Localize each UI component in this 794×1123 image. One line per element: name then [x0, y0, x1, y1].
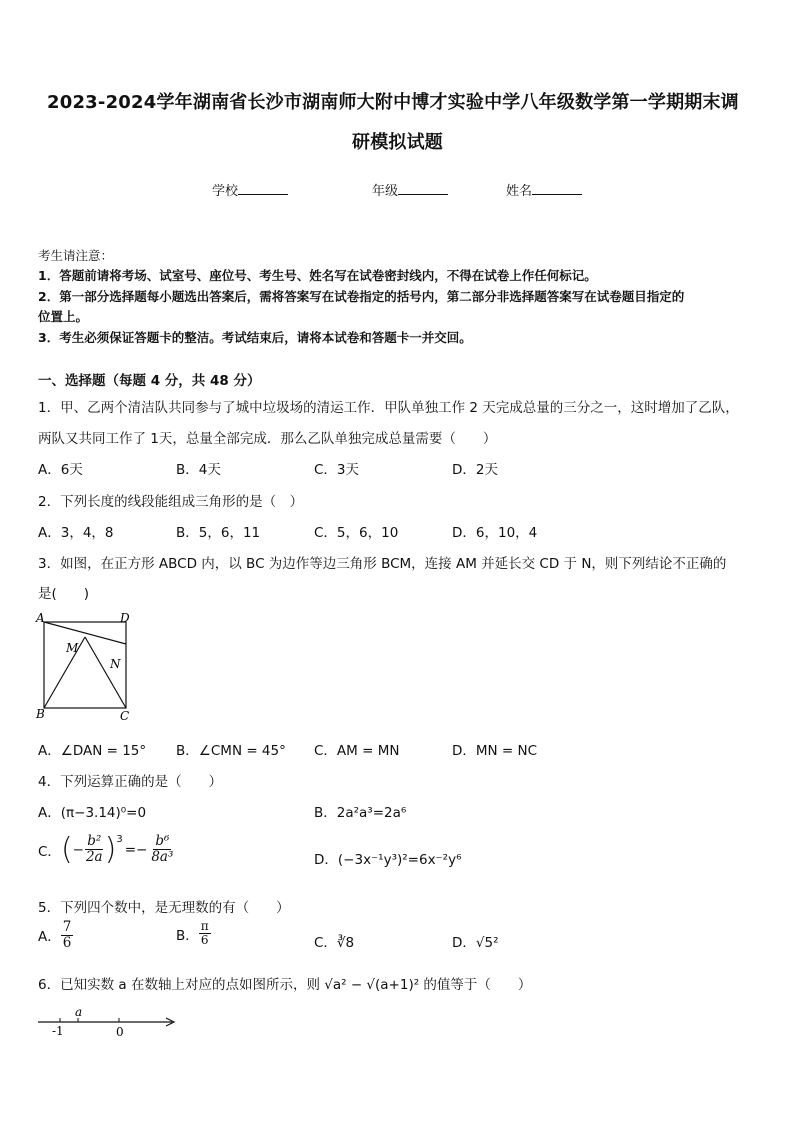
q3-stem-line2: 是( ) [38, 586, 90, 602]
segment-bm [44, 637, 85, 708]
q4-c-fraction [84, 834, 105, 865]
notes-item-3: 3．考生必须保证答题卡的整洁。考试结束后，请将本试卷和答题卡一并交回。 [38, 330, 472, 345]
label-c: C [120, 709, 130, 723]
q4-option-c-prefix: C． [38, 843, 61, 860]
q5-a-num: 7 [62, 919, 72, 935]
q1-option-d[interactable]: D．2天 [452, 462, 498, 478]
q3-option-c[interactable]: C．AM = MN [314, 743, 400, 759]
notes-item-2b: 位置上。 [38, 309, 89, 324]
q4-c-rhs-fraction [149, 834, 175, 865]
q4-option-d[interactable]: D．(−3x⁻¹y³)²=6x⁻²y⁶ [314, 852, 462, 868]
q5-option-a-prefix: A． [38, 929, 61, 946]
notes-heading: 考生请注意： [38, 248, 114, 263]
q5-option-d[interactable]: D．√5² [452, 935, 499, 951]
q6-number-line [34, 1004, 184, 1040]
name-label: 姓名 [506, 184, 533, 199]
q1-stem-line2: 两队又共同工作了 1天，总量全部完成．那么乙队单独完成总量需要（ ） [38, 431, 497, 447]
equals-minus: =− [124, 841, 148, 858]
grade-blank[interactable] [398, 182, 448, 195]
q5-option-b[interactable] [176, 920, 211, 947]
right-paren: ) [104, 832, 117, 867]
q3-square-figure [34, 610, 144, 725]
notes-item-2a: 2．第一部分选择题每小题选出答案后，需将答案写在试卷指定的括号内，第二部分非选择题答案写在试卷题目指定的 [38, 289, 685, 304]
q4-c-den: 2a [85, 849, 103, 865]
q4-option-c[interactable] [38, 832, 175, 867]
q5-option-c[interactable]: C．∛8 [314, 935, 355, 951]
q1-option-a[interactable]: A．6天 [38, 462, 83, 478]
q3-option-a[interactable]: A．∠DAN = 15° [38, 743, 147, 759]
q6-stem: 6．已知实数 a 在数轴上对应的点如图所示，则 √a² − √(a+1)² 的值等于（ ） [38, 977, 532, 993]
q2-stem: 2．下列长度的线段能组成三角形的是（ ） [38, 494, 304, 510]
q2-option-d[interactable]: D．6，10，4 [452, 525, 538, 541]
q2-option-a[interactable]: A．3，4，8 [38, 525, 114, 541]
cube-exponent: 3 [116, 834, 123, 845]
q5-b-fraction [199, 920, 211, 947]
q1-option-c[interactable]: C．3天 [314, 462, 360, 478]
q4-stem: 4．下列运算正确的是（ ） [38, 774, 223, 790]
label-n: N [110, 657, 121, 671]
name-blank[interactable] [532, 182, 582, 195]
q4-c-rhs-den: 8a³ [151, 849, 174, 865]
grade-label: 年级 [372, 184, 399, 199]
segment-cm [85, 637, 126, 708]
q2-option-c[interactable]: C．5，6，10 [314, 525, 399, 541]
page-title-line1: 2023-2024学年湖南省长沙市湖南师大附中博才实验中学八年级数学第一学期期末调 [47, 92, 739, 113]
q1-option-b[interactable]: B．4天 [176, 462, 221, 478]
name-field[interactable] [506, 180, 582, 199]
label-a-point: a [75, 1005, 83, 1019]
q5-option-a[interactable] [38, 920, 73, 951]
label-m: M [66, 641, 79, 655]
q5-b-den: 6 [200, 933, 209, 948]
segment-an [44, 622, 126, 644]
q3-option-d[interactable]: D．MN = NC [452, 743, 538, 759]
q3-option-b[interactable]: B．∠CMN = 45° [176, 743, 286, 759]
q2-option-b[interactable]: B．5，6，11 [176, 525, 261, 541]
q4-c-rhs-num: b⁶ [155, 833, 170, 850]
minus-sign: − [72, 841, 84, 858]
label-d: D [120, 611, 130, 625]
label-b: B [36, 707, 45, 721]
q4-option-b[interactable]: B．2a²a³=2a⁶ [314, 805, 407, 821]
page-title-line2: 研模拟试题 [352, 132, 443, 153]
q3-stem-line1: 3．如图，在正方形 ABCD 内，以 BC 为边作等边三角形 BCM，连接 AM 并延长交 CD 于 N，则下列结论不正确的 [38, 556, 727, 572]
school-field[interactable] [212, 180, 288, 199]
left-paren: ( [60, 832, 73, 867]
notes-item-1: 1．答题前请将考场、试室号、座位号、考生号、姓名写在试卷密封线内，不得在试卷上作任何标记。 [38, 268, 597, 283]
school-label: 学校 [212, 184, 239, 199]
q5-a-fraction [61, 920, 74, 951]
grade-field[interactable] [372, 180, 448, 199]
q5-b-num: π [200, 919, 209, 933]
q4-c-num: b² [87, 833, 102, 850]
q5-a-den: 6 [62, 934, 72, 951]
school-blank[interactable] [238, 182, 288, 195]
label-neg1: -1 [52, 1024, 64, 1038]
section-title: 一、选择题（每题 4 分，共 48 分） [38, 373, 261, 389]
q1-stem-line1: 1．甲、乙两个清洁队共同参与了城中垃圾场的清运工作．甲队单独工作 2 天完成总量的三分之一，这时增加了乙队， [38, 400, 739, 416]
label-a: A [36, 611, 45, 625]
q5-stem: 5．下列四个数中，是无理数的有（ ） [38, 900, 290, 916]
q5-option-b-prefix: B． [176, 927, 199, 944]
label-zero: 0 [116, 1025, 124, 1039]
q4-option-a[interactable]: A．(π−3.14)⁰=0 [38, 805, 147, 821]
